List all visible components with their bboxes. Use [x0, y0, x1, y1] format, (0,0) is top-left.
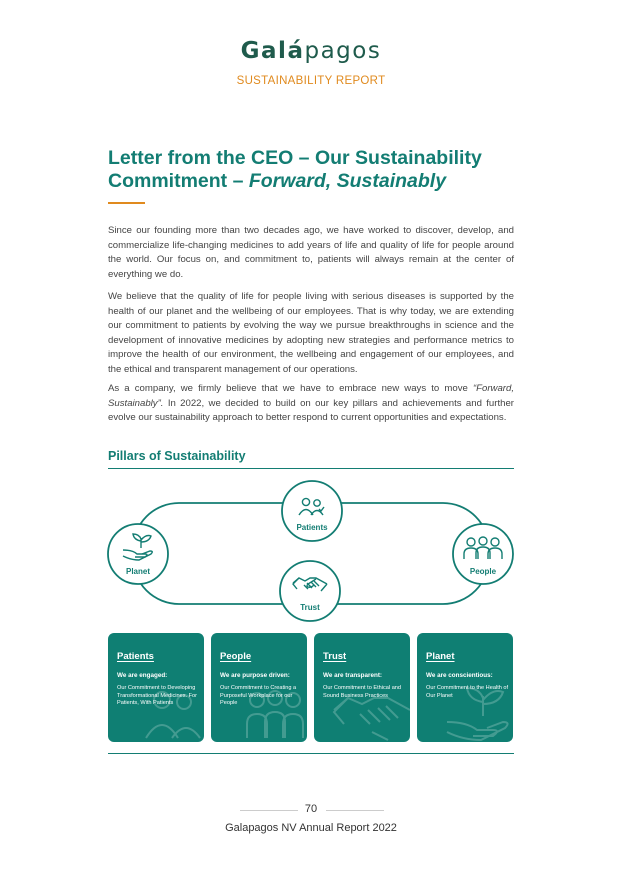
report-label: SUSTAINABILITY REPORT	[236, 75, 386, 87]
pillar-card-people	[211, 633, 307, 742]
pillars-diagram	[100, 478, 522, 623]
card-subtitle: We are conscientious:	[426, 672, 493, 679]
trust-node	[280, 561, 340, 621]
patients-label: Patients	[296, 523, 328, 532]
paragraph-1: Since our founding more than two decades ago, we have worked to discover, develop, and commercialize life-changing medicines to add years of life and quality of life for people around the world. Our focus on, and commitment to, patients will always remain at the center of everything we do.	[108, 225, 514, 280]
section-divider-top	[108, 468, 514, 469]
title-line-1: Letter from the CEO – Our Sustainability	[108, 147, 482, 169]
page-number: 70	[304, 803, 318, 815]
company-logo: Galápagos	[240, 38, 382, 64]
card-subtitle: We are engaged:	[117, 672, 168, 679]
title-underline	[108, 202, 145, 204]
pillars-heading: Pillars of Sustainability	[108, 449, 246, 463]
card-title: Patients	[117, 651, 154, 662]
pillar-card-planet	[417, 633, 513, 742]
section-divider-bottom	[108, 753, 514, 754]
footer-text: Galapagos NV Annual Report 2022	[225, 822, 397, 834]
card-body: Our Commitment to the Health of Our Planet	[426, 685, 509, 699]
card-subtitle: We are purpose driven:	[220, 672, 290, 679]
title-line-2-italic: Forward, Sustainably	[248, 170, 447, 192]
page-title	[108, 147, 528, 193]
card-body: Our Commitment to Creating a Purposeful Workplace for our People	[220, 685, 297, 707]
patients-node	[282, 481, 342, 541]
card-title: People	[220, 651, 252, 662]
card-title: Trust	[323, 651, 347, 662]
card-body: Our Commitment to Ethical and Sound Business Practices	[323, 685, 402, 699]
card-title: Planet	[426, 651, 455, 662]
title-line-2: Commitment –	[108, 170, 249, 192]
trust-label: Trust	[300, 603, 320, 612]
people-node	[453, 524, 513, 584]
planet-node	[108, 524, 168, 584]
people-label: People	[469, 567, 497, 576]
card-subtitle: We are transparent:	[323, 672, 383, 679]
pillar-card-patients	[108, 633, 204, 742]
pillar-card-trust	[314, 633, 410, 742]
paragraph-2: We believe that the quality of life for people living with serious diseases is supported by the health of our planet and the wellbeing of our employees. That is why today, we are extending our commitment to patients by evolving the way we pursue breakthroughs in science and the development of innovative medicines by adopting new strategies and performance metrics to improve the health of our environment, the wellbeing and engagement of our employees, and the ethical and transparent management of our operations.	[108, 291, 514, 375]
card-body: Our Commitment to Developing Transformational Medicines. For Patients, With Patients	[117, 685, 197, 707]
planet-label: Planet	[125, 567, 151, 576]
paragraph-3: As a company, we firmly believe that we have to embrace new ways to move “Forward, Sustainably”. In 2022, we decided to build on our key pillars and achievements and further evolve our sustainability approach to better respond to current opportunities and expectations.	[108, 383, 514, 424]
